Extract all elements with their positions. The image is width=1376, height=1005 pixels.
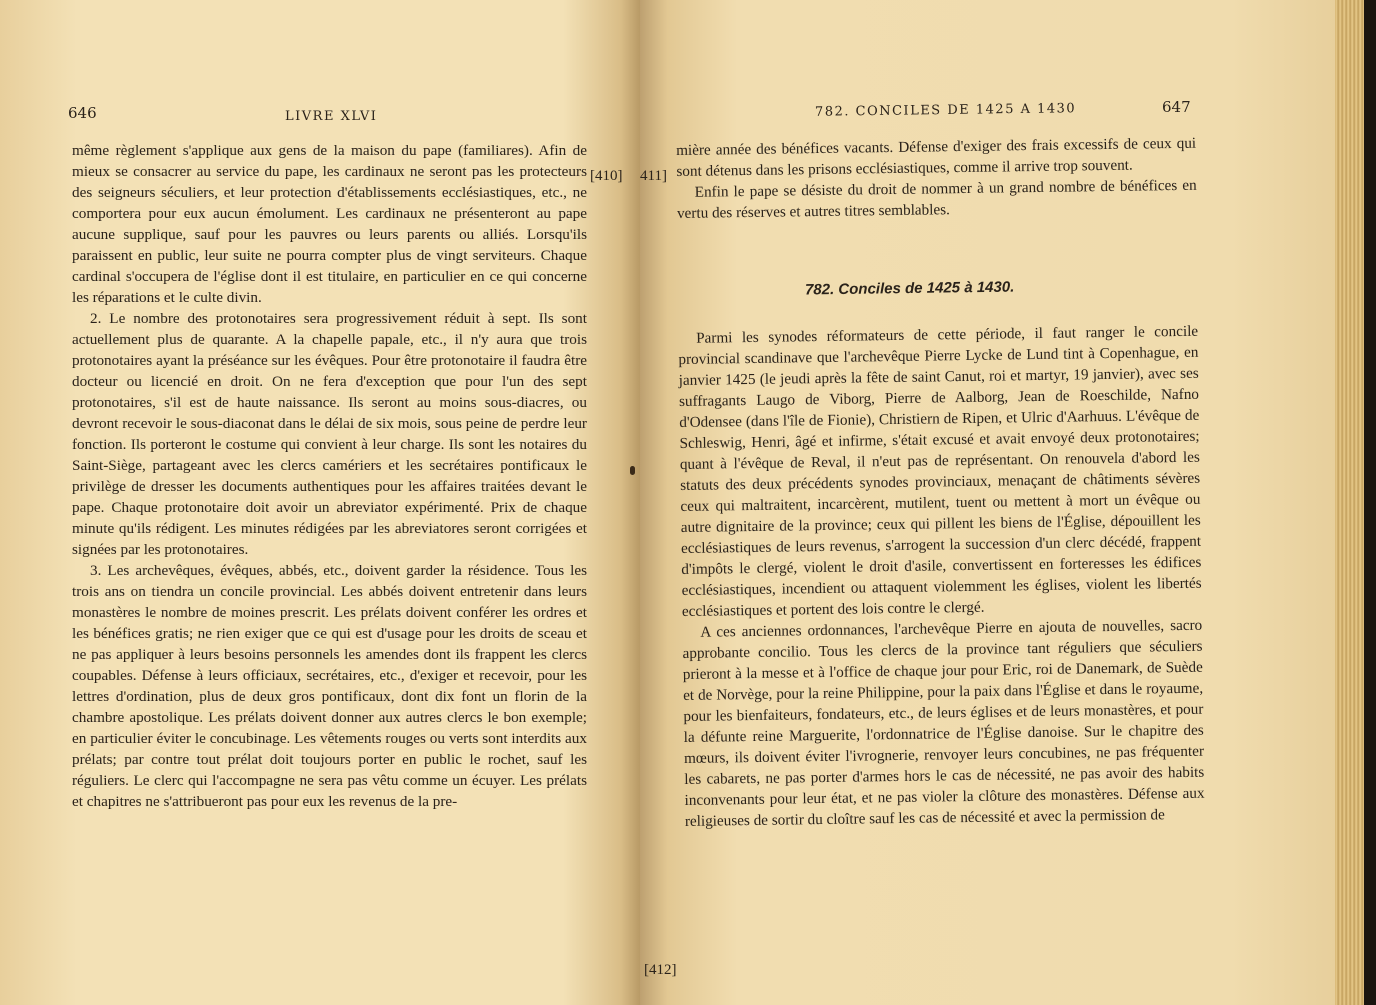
paragraph: même règlement s'applique aux gens de la maison du pape (familiares). Afin de mieux se consacrer au service du pape, les cardinaux ne seront pas les protecteurs des seigneurs séculiers, et leur protection d'établissements ecclésiastiques, etc., ne comportera pour eux aucun émolument. Les cardinaux ne présenteront au pape aucune supplique, sauf pour les pauvres ou leurs parents ou alliés. Lorsqu'ils paraissent en public, leur suite ne pourra compter plus de vingt serviteurs. Chaque cardinal s'occupera de l'église dont il est titulaire, en particulier en ce qui concerne les réparations et le culte divin.: [72, 142, 587, 306]
paragraph: 2. Le nombre des protonotaires sera progressivement réduit à sept. Ils sont actuellement plus de quarante. A la chapelle papale, etc., il n'y aura que trois protonotaires ayant la préséance sur les évêques. Pour être protonotaire il faudra être docteur ou licencié en droit. On ne fera d'exception que pour l'un des sept protonotaires, s'il est de haute naissance. Ils seront au moins sous-diacres, ou devront recevoir le sous-diaconat dans le délai de six mois, sous peine de perdre leur fonction. Ils porteront le costume qui convient à leur charge. Ils sont les notaires du Saint-Siège, partageant avec les clercs camériers et les secrétaires pontificaux le privilège de dresser les documents authentiques pour les affaires traitées devant le pape. Chaque protonotaire doit avoir un abreviator expérimenté. Prix de chaque minute qu'ils rédigent. Les minutes rédigées par les abreviatores seront corrigées et signées par les protonotaires.: [72, 310, 587, 558]
margin-marker-bottom: [412]: [644, 962, 677, 978]
binding-spot: [630, 466, 635, 475]
right-body-text: [678, 321, 1205, 832]
paragraph: Enfin le pape se désiste du droit de nommer à un grand nombre de bénéfices en vertu des réserves et autres titres semblables.: [676, 176, 1197, 222]
right-running-head: 782. CONCILES DE 1425 A 1430: [814, 101, 1077, 120]
left-running-head: LIVRE XLVI: [285, 109, 378, 124]
margin-marker: [410]: [590, 168, 623, 184]
left-page-text: [72, 140, 587, 812]
right-page-number: 647: [1162, 98, 1191, 116]
paragraph: 3. Les archevêques, évêques, abbés, etc., doivent garder la résidence. Tous les trois ans on tiendra un concile provincial. Les abbés doivent entretenir dans leurs monastères le nombre de moines prescrit. Les prélats doivent conférer les ordres et les bénéfices gratis; ne rien exiger que ce qui est d'usage pour les droits de sceau et ne pas appliquer à leurs besoins personnels les amendes dont ils frappent les clercs coupables. Défense à leurs officiaux, secrétaires, etc., d'exiger et recevoir, pour les lettres d'ordination, plus de deux gros pontificaux, dont dix font un florin de la chambre apostolique. Les prélats doivent donner aux autres clercs le bon exemple; en particulier éviter le concubinage. Les vêtements rouges ou verts sont interdits aux prélats; par contre tout prélat doit toujours porter en public le rochet, sauf les réguliers. Le clerc qui l'accompagne ne sera pas vêtu comme un écuyer. Les prélats et chapitres ne s'attribueront pas pour eux les revenus de la pre-: [72, 562, 587, 810]
paragraph: Parmi les synodes réformateurs de cette période, il faut ranger le concile provincial scandinave que l'archevêque Pierre Lycke de Lund tint à Copenhague, en janvier 1425 (le jeudi après la fête de saint Canut, roi et martyr, 19 janvier), avec ses suffragants Laugo de Viborg, Pierre de Aalborg, Jean de Roeschilde, Nafno d'Odensee (dans l'île de Fionie), Christiern de Ripen, et Ulric d'Aarhuus. L'évêque de Schleswig, Henri, âgé et infirme, s'était excusé et avait envoyé deux protonotaires; quant à l'évêque de Reval, il n'eut pas de représentant. On renouvela d'abord les statuts des deux précédents synodes provinciaux, menaçant de châtiments sévères ceux qui maltraitent, incarcèrent, mutilent, tuent ou mettent à mort un évêque ou autre dignitaire de la province; ceux qui pillent les biens de l'Église, dépouillent les ecclésiastiques de leurs revenus, s'arrogent la succession d'un clerc décédé, frappent d'impôts le clergé, violent le droit d'asile, convertissent en forteresses les édifices ecclésiastiques, incendient ou attaquent violemment les églises, violent les libertés ecclésiastiques et portent des lois contre le clergé.: [678, 322, 1202, 620]
right-page: [640, 0, 1335, 1005]
left-page: [0, 0, 640, 1005]
margin-marker-top: 411]: [640, 168, 667, 184]
paragraph: A ces anciennes ordonnances, l'archevêque Pierre en ajouta de nouvelles, sacro approbante concilio. Tous les clercs de la province tant réguliers que séculiers prieront à la messe et à l'office de chaque jour pour Eric, roi de Danemark, de Suède et de Norvège, pour la reine Philippine, pour la paix dans l'Église et dans le royaume, pour les bienfaiteurs, fondateurs, etc., de leurs églises et de leurs monastères, et pour la défunte reine Marguerite, l'ordonnatrice de l'Église danoise. Sur le chapitre des mœurs, ils doivent éviter l'ivrognerie, renvoyer leurs concubines, ne pas fréquenter les cabarets, ne pas porter d'armes hors le cas de nécessité, ne pas avoir des habits inconvenants pour leur état, et ne pas violer la clôture des monastères. Défense aux religieuses de sortir du cloître sauf les cas de nécessité et avec la permission de: [682, 616, 1205, 830]
section-title: 782. Conciles de 1425 à 1430.: [804, 278, 1015, 299]
paragraph: mière année des bénéfices vacants. Défense d'exiger des frais excessifs de ceux qui sont détenus dans les prisons ecclésiastiques, comme il arrive trop souvent.: [676, 134, 1197, 180]
left-page-number: 646: [68, 104, 97, 122]
page-edges: [1335, 0, 1376, 1005]
right-top-text: [676, 133, 1197, 224]
